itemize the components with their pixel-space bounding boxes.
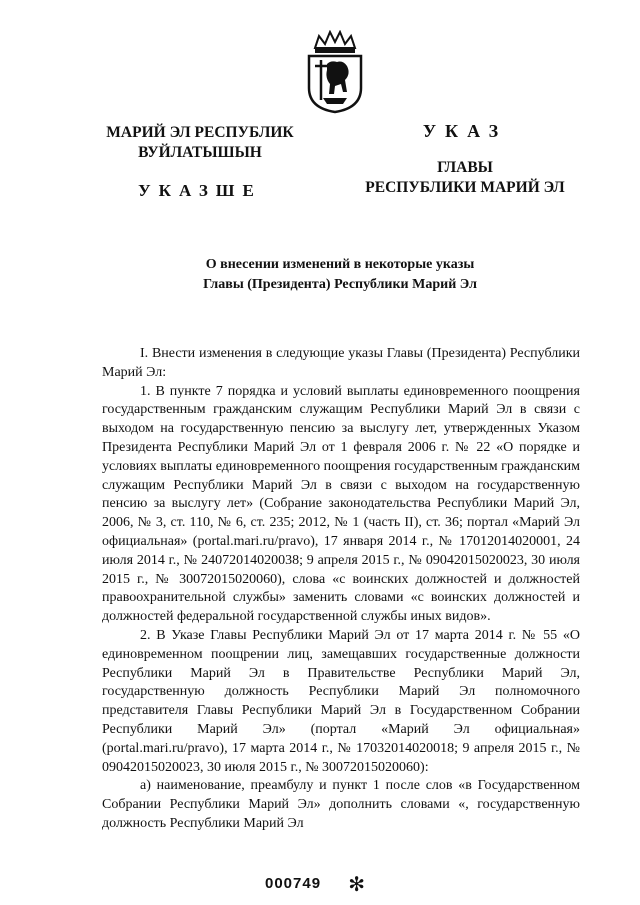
star-mark: ✻ [348, 874, 366, 896]
document-body [102, 345, 580, 834]
coat-of-arms-icon [301, 30, 369, 114]
document-title [120, 255, 560, 295]
paragraph: 2. В Указе Главы Республики Марий Эл от 17 марта 2014 г. № 55 «О единовременном поощрении лиц, замещавших государственные должности Республики Марий Эл в Правительстве Республики Марий Эл, государственную должность Республики Марий Эл полномочного представителя Главы Республики Марий Эл в Государственном Собрании Республики Марий Эл» (портал «Марий Эл официальная» (portal.mari.ru/pravo), 17 марта 2014 г., № 17032014020018; 9 апреля 2015 г., № 09042015020023, 30 июля 2015 г., № 30072015020060): [102, 627, 580, 775]
title-line2: Главы (Президента) Республики Марий Эл [203, 277, 477, 292]
paragraph: I. Внести изменения в следующие указы Главы (Президента) Республики Марий Эл: [102, 346, 580, 380]
title-line1: О внесении изменений в некоторые указы [205, 257, 475, 272]
header-right-line1: ГЛАВЫ [437, 159, 493, 176]
paragraph: 1. В пункте 7 порядка и условий выплаты единовременного поощрения государственным гражданским служащим Республики Марий Эл в связи с выходом на государственную пенсию за выслугу лет, утвержденных Указом Президента Республики Марий Эл от 1 февраля 2006 г. № 22 «О порядке и условиях выплаты единовременного поощрения государственным гражданским служащим Республики Марий Эл в связи с выходом на государственную пенсию за выслугу лет» (Собрание законодательства Республики Марий Эл, 2006, № 3, ст. 110, № 6, ст. 235; 2012, № 1 (часть II), ст. 36; портал «Марий Эл официальная» (portal.mari.ru/pravo), 17 января 2014 г., № 17012014020001, 24 июля 2014 г., № 24072014020038; 9 апреля 2015 г., № 09042015020023, 30 июля 2015 г., № 30072015020060), слова «с воинских должностей и должностей правоохранительной службы» заменить словами «с воинских должностей и должностей федеральной государственной службы иных видов». [102, 383, 580, 625]
header-right-line2: РЕСПУБЛИКИ МАРИЙ ЭЛ [365, 179, 565, 196]
paragraph: а) наименование, преамбулу и пункт 1 после слов «в Государственном Собрании Республики Марий Эл» дополнить словами «, государственную должность Республики Марий Эл [102, 778, 580, 831]
footer [265, 872, 366, 897]
header-left-block [100, 123, 300, 201]
header-left-doc-type: УКАЗШЕ [138, 181, 262, 200]
header-left-line1: МАРИЙ ЭЛ РЕСПУБЛИК [106, 124, 294, 141]
header-left-line2: ВУЙЛАТЫШЫН [138, 144, 262, 161]
header-right-block [360, 121, 570, 198]
header-right-doc-type: УКАЗ [422, 121, 508, 141]
serial-number: 000749 [265, 875, 322, 892]
